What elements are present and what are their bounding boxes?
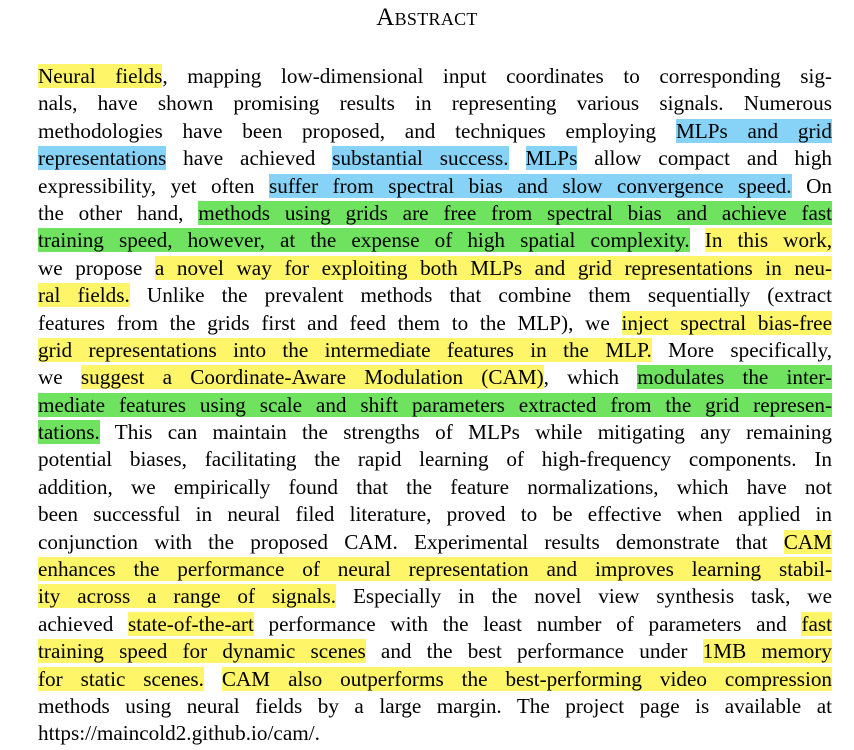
text-segment	[509, 146, 526, 170]
highlight-yellow: ral fields.	[38, 283, 130, 308]
highlight-yellow: ity across a range of signals.	[38, 584, 337, 609]
abstract-heading: Abstract	[376, 4, 478, 31]
highlight-green: mediate features using scale and shift parameters extracted from the grid represen-	[38, 392, 832, 417]
abstract-line	[38, 145, 832, 172]
abstract-line	[38, 337, 832, 364]
highlight-blue: MLPs	[525, 146, 578, 171]
abstract-line	[38, 364, 832, 391]
text-segment: addition, we empirically found that the feature normalizations, which have not	[38, 474, 832, 499]
abstract-line	[38, 446, 832, 473]
highlight-yellow: grid representations into the intermediate features in the MLP.	[38, 337, 652, 362]
abstract-line	[38, 556, 832, 583]
text-segment: we	[38, 365, 81, 390]
text-segment: , mapping low-dimensional input coordinates to corresponding sig-	[162, 64, 832, 88]
text-segment: allow compact and high	[577, 146, 833, 171]
highlight-yellow: training speed for dynamic scenes	[38, 639, 366, 664]
text-segment: methodologies have been proposed, and techniques employing	[38, 118, 676, 143]
text-segment: https://maincold2.github.io/cam/.	[38, 721, 320, 746]
abstract-line	[38, 529, 832, 556]
text-segment: Especially in the novel view synthesis task, we	[336, 584, 832, 609]
abstract-line	[38, 118, 832, 145]
text-segment: methods using neural fields by a large margin. The project page is available at	[38, 693, 832, 718]
highlight-blue: suffer from spectral bias and slow convergence speed.	[269, 173, 792, 198]
text-segment: and the best performance under	[365, 639, 703, 664]
text-segment: This can maintain the strengths of MLPs while mitigating any remaining	[99, 420, 832, 445]
text-segment: the other hand,	[38, 200, 199, 225]
abstract-line	[38, 310, 832, 337]
abstract-line	[38, 419, 832, 446]
abstract-line	[38, 583, 832, 610]
text-segment	[204, 667, 222, 691]
text-segment: , which	[543, 365, 638, 390]
text-segment: Unlike the prevalent methods that combine them sequentially (extract	[129, 283, 832, 308]
abstract-line	[38, 282, 832, 309]
text-segment: potential biases, facilitating the rapid learning of high-frequency components. In	[38, 447, 832, 472]
abstract-line	[38, 693, 832, 720]
highlight-blue: MLPs and grid	[675, 118, 833, 143]
highlight-blue: representations	[38, 146, 167, 171]
abstract-line	[38, 392, 832, 419]
abstract-line	[38, 227, 832, 254]
text-segment: More specifically,	[651, 337, 832, 362]
text-segment: have achieved	[166, 146, 333, 171]
highlight-yellow: enhances the performance of neural representation and improves learning stabil-	[38, 557, 832, 582]
text-segment: nals, have shown promising results in representing various signals. Numerous	[38, 91, 832, 116]
highlight-green: tations.	[38, 420, 100, 445]
highlight-yellow: CAM	[783, 529, 832, 554]
text-segment: we propose	[38, 255, 155, 280]
abstract-line	[38, 501, 832, 528]
highlight-yellow: 1MB memory	[702, 639, 832, 664]
text-segment: performance with the least number of parameters and	[253, 611, 802, 636]
text-segment: conjunction with the proposed CAM. Experimental results demonstrate that	[38, 529, 784, 554]
highlight-green: modulates the inter-	[637, 365, 832, 390]
abstract-line	[38, 611, 832, 638]
abstract-line	[38, 200, 832, 227]
abstract-line	[38, 173, 832, 200]
text-segment: expressibility, yet often	[38, 173, 270, 198]
highlight-yellow: a novel way for exploiting both MLPs and grid representations in neu-	[154, 255, 832, 280]
text-segment: features from the grids first and feed them to the MLP), we	[38, 310, 622, 335]
abstract-line	[38, 90, 832, 117]
text-segment	[690, 228, 705, 252]
abstract-line	[38, 666, 832, 693]
highlight-yellow: for static scenes.	[38, 666, 204, 691]
abstract-line	[38, 63, 832, 90]
highlight-yellow: inject spectral bias-free	[621, 310, 832, 335]
highlight-yellow: Neural fields	[38, 64, 163, 88]
highlight-yellow: suggest a Coordinate-Aware Modulation (CAM)	[80, 365, 544, 390]
abstract-line	[38, 255, 832, 282]
highlight-yellow: In this work,	[704, 228, 832, 253]
abstract-line	[38, 720, 832, 747]
highlight-green: methods using grids are free from spectral bias and achieve fast	[198, 200, 832, 225]
highlight-yellow: state-of-the-art	[127, 611, 254, 636]
highlight-blue: substantial success.	[332, 146, 509, 171]
text-segment: On	[791, 173, 832, 198]
highlight-yellow: fast	[801, 611, 832, 636]
text-segment: been successful in neural filed literature, proved to be effective when applied in	[38, 502, 832, 527]
abstract-line	[38, 474, 832, 501]
text-segment: achieved	[38, 611, 128, 636]
highlight-green: training speed, however, at the expense of high spatial complexity.	[38, 228, 690, 253]
abstract-line	[38, 638, 832, 665]
abstract-body	[38, 63, 832, 748]
highlight-yellow: CAM also outperforms the best-performing video compression	[221, 666, 833, 691]
